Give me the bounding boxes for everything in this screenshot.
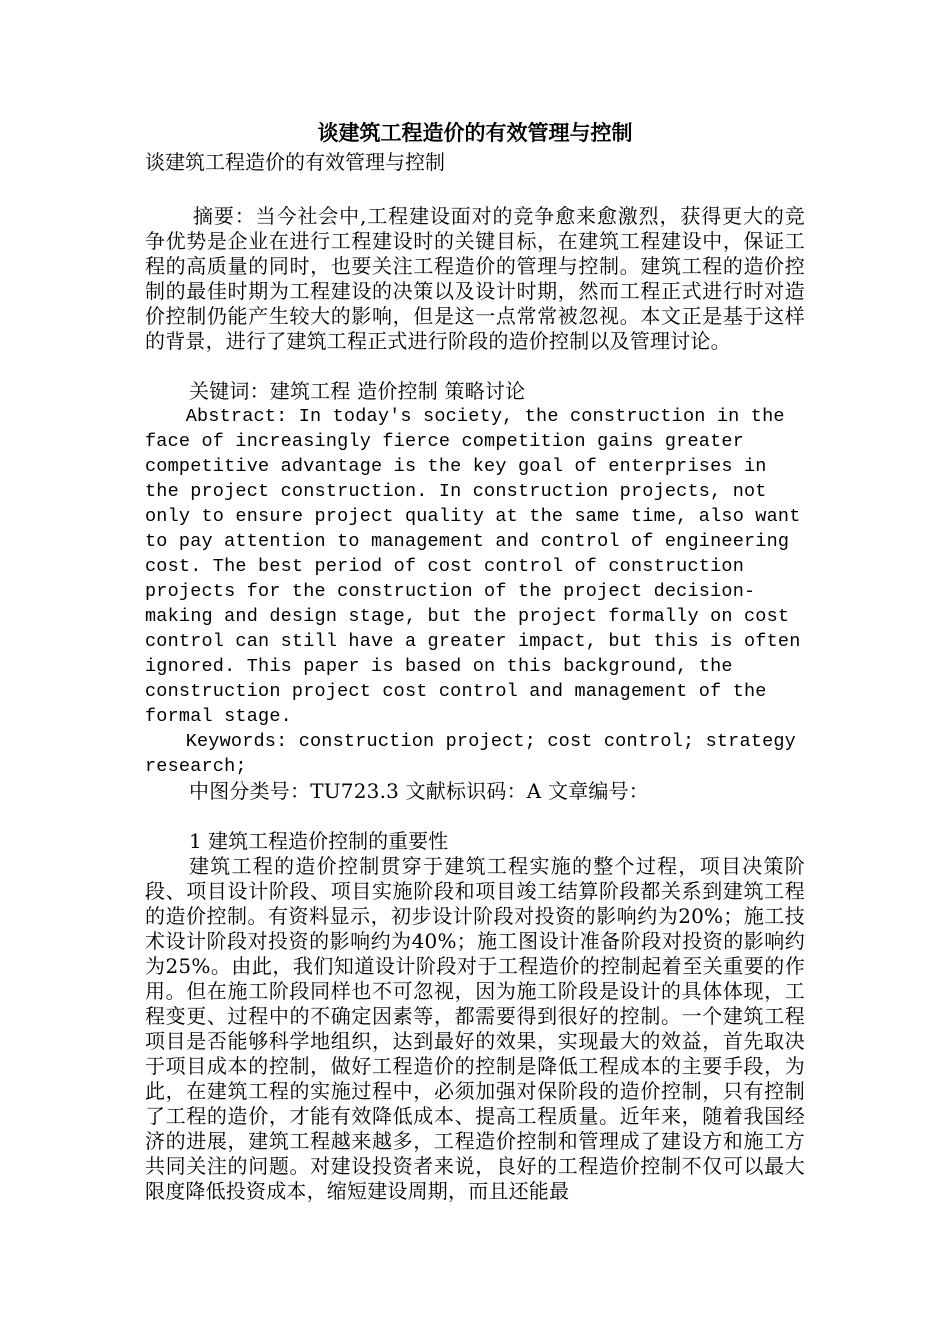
abstract-chinese: 摘要：当今社会中,工程建设面对的竞争愈来愈激烈，获得更大的竞争优势是企业在进行工程建设时的关键目标，在建筑工程建设中，保证工程的高质量的同时，也要关注工程造价的管理与控制。建筑工程的造价控制的最佳时期为工程建设的决策以及设计时期，然而工程正式进行时对造价控制仍能产生较大的影响，但是这一点常常被忽视。本文正是基于这样的背景，进行了建筑工程正式进行阶段的造价控制以及管理讨论。 — [145, 204, 805, 353]
classification-line: 中图分类号：TU723.3 文献标识码：A 文章编号： — [189, 779, 650, 803]
abstract-english: Abstract: In today's society, the construction in the face of increasingly fierce competition gains greater competitive advantage is the key goal of enterprises in the project construction. In construction projects, not only to ensure project quality at the same time, also want to pay attention to management and control of engineering cost. The best period of cost control of construction projects for the construction of the project decision-making and design stage, but the project formally on cost control can still have a greater impact, but this is often ignored. This paper is based on this background, the construction project cost control and management of the formal stage. — [145, 406, 812, 727]
section-body: 建筑工程的造价控制贯穿于建筑工程实施的整个过程，项目决策阶段、项目设计阶段、项目实施阶段和项目竣工结算阶段都关系到建筑工程的造价控制。有资料显示，初步设计阶段对投资的影响约为20%；施工技术设计阶段对投资的影响约为40%；施工图设计准备阶段对投资的影响约为25%。由此，我们知道设计阶段对于工程造价的控制起着至关重要的作用。但在施工阶段同样也不可忽视，因为施工阶段是设计的具体体现，工程变更、过程中的不确定因素等，都需要得到很好的控制。一个建筑工程项目是否能够科学地组织，达到最好的效果，实现最大的效益，首先取决于项目成本的控制，做好工程造价的控制是降低工程成本的主要手段，为此，在建筑工程的实施过程中，必须加强对保阶段的造价控制，只有控制了工程的造价，才能有效降低成本、提高工程质量。近年来，随着我国经济的进展，建筑工程越来越多，工程造价控制和管理成了建设方和施工方共同关注的问题。对建设投资者来说，良好的工程造价控制不仅可以最大限度降低投资成本，缩短建设周期，而且还能最 — [145, 854, 805, 1203]
paragraph-spacer — [145, 804, 805, 829]
paragraph-spacer — [145, 354, 805, 379]
keywords-english: Keywords: construction project; cost control; strategy research; — [145, 731, 808, 777]
document-subtitle: 谈建筑工程造价的有效管理与控制 — [145, 150, 445, 174]
keywords-chinese: 关键词：建筑工程 造价控制 策略讨论 — [189, 379, 526, 403]
section-heading: 1 建筑工程造价控制的重要性 — [189, 829, 449, 853]
document-title: 谈建筑工程造价的有效管理与控制 — [317, 120, 633, 145]
document-page — [145, 118, 812, 1204]
